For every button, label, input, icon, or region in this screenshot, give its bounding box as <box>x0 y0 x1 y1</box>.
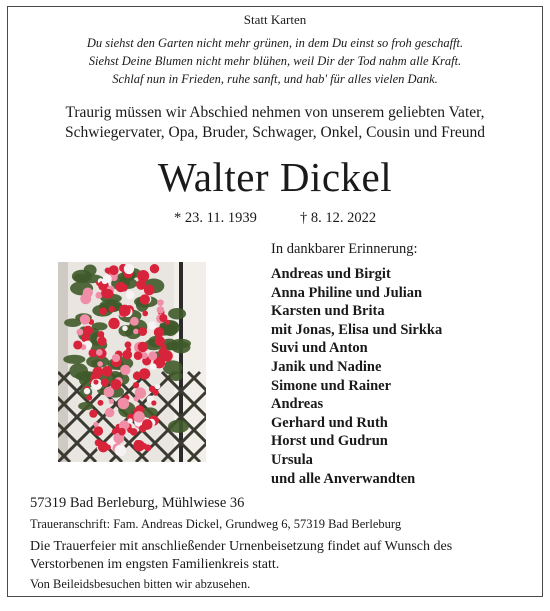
list-item: Simone und Rainer <box>271 377 392 394</box>
remembrance-heading: In dankbarer Erinnerung: <box>271 241 418 257</box>
ceremony-info <box>30 538 530 574</box>
list-item: mit Jonas, Elisa und Sirkka <box>271 321 443 338</box>
obituary-notice <box>7 6 543 597</box>
family-address: 57319 Bad Berleburg, Mühlwiese 36 <box>30 495 245 511</box>
list-item: Andreas <box>271 396 324 413</box>
hanging-basket-flowers-image <box>58 262 206 462</box>
list-item: Karsten und Brita <box>271 303 385 320</box>
poem-line: Siehst Deine Blumen nicht mehr blühen, weil Dir der Tod nahm alle Kraft. <box>88 54 462 68</box>
list-item: Gerhard und Ruth <box>271 414 388 431</box>
list-item: und alle Anverwandten <box>271 470 416 487</box>
list-item: Andreas und Birgit <box>271 266 391 282</box>
intro-line: Traurig müssen wir Abschied nehmen von unserem geliebten Vater, <box>65 104 485 121</box>
list-item: Horst und Gudrun <box>271 433 388 450</box>
ceremony-line: Die Trauerfeier mit anschließender Urnenbeisetzung findet auf Wunsch des <box>30 539 453 554</box>
birth-date: * 23. 11. 1939 <box>174 210 257 226</box>
condolence-note: Von Beileidsbesuchen bitten wir abzusehen. <box>30 577 251 591</box>
poem <box>8 34 542 88</box>
death-date: † 8. 12. 2022 <box>300 210 377 226</box>
list-item: Janik und Nadine <box>271 358 382 375</box>
list-item: Suvi und Anton <box>271 340 368 357</box>
ceremony-line: Verstorbenen im engsten Familienkreis statt. <box>30 557 280 572</box>
deceased-name: Walter Dickel <box>157 154 393 200</box>
mourning-address: Traueranschrift: Fam. Andreas Dickel, Grundweg 6, 57319 Bad Berleburg <box>30 517 402 531</box>
list-item: Ursula <box>271 451 313 468</box>
intro-text <box>8 103 542 143</box>
intro-line: Schwiegervater, Opa, Bruder, Schwager, Onkel, Cousin und Freund <box>65 124 485 141</box>
poem-line: Schlaf nun in Frieden, ruhe sanft, und hab' für alles vielen Dank. <box>112 72 438 86</box>
mourners-list <box>271 265 442 488</box>
poem-line: Du siehst den Garten nicht mehr grünen, in dem Du einst so froh geschafft. <box>86 36 464 50</box>
flower-photo <box>58 262 206 462</box>
list-item: Anna Philine und Julian <box>271 284 423 301</box>
header-statt-karten: Statt Karten <box>243 12 307 27</box>
